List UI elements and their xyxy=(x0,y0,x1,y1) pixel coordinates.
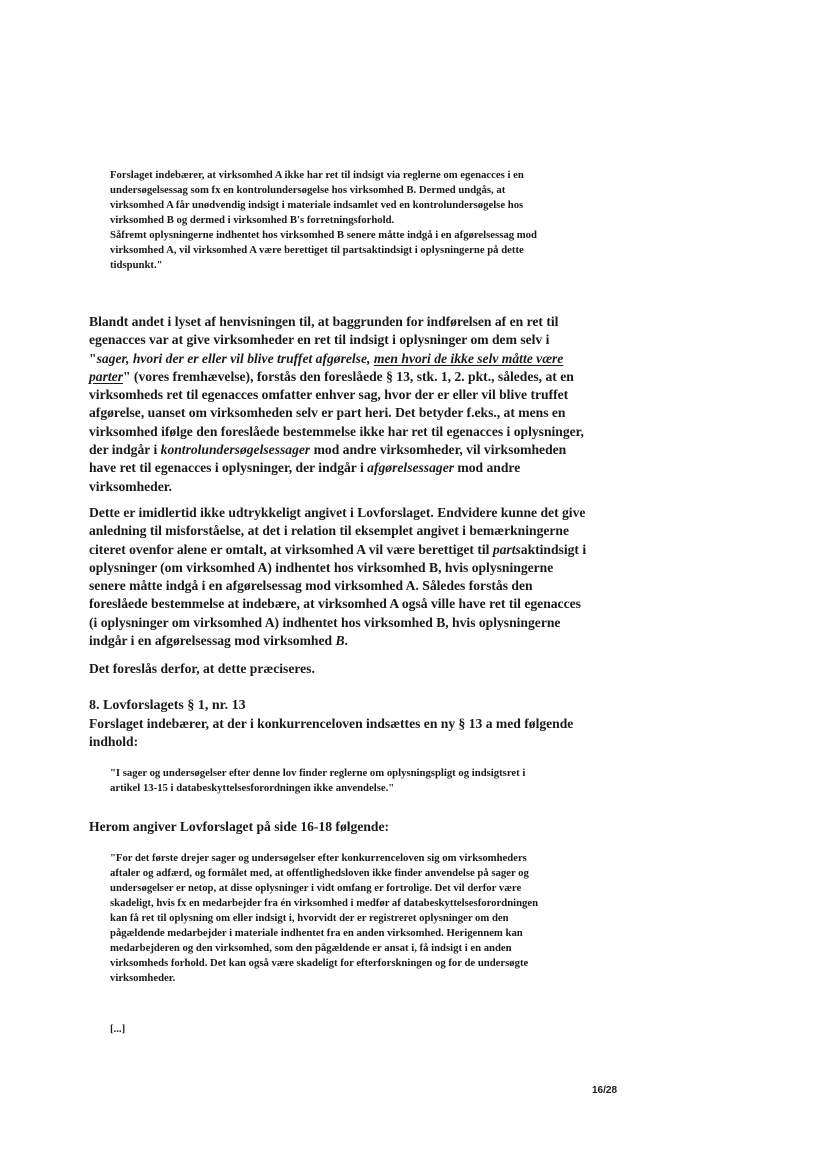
p2-text-3: . xyxy=(344,633,348,649)
p1-text-1: Blandt andet i lyset af henvisningen til, at baggrunden for indførelsen af en ret til egenacces var at give virksomheder en ret til indsigt i oplysninger om dem selv i " xyxy=(89,314,559,366)
quote-block-2 xyxy=(110,766,550,796)
p2-text-2: aktindsigt i oplysninger (om virksomhed A) indhentet hos virksomhed B, hvis oplysningerne senere måtte indgå i en afgørelsessag mod virksomhed A. Således forstås den foreslåede bestemmelse at indebære, at virksomhed A også ville have ret til egenacces (i oplysninger om virksomhed A) indhentet hos virksomhed B, hvis oplysningerne indgår i en afgørelsessag mod virksomhed xyxy=(89,541,587,649)
paragraph-herom xyxy=(89,818,589,836)
p1-underlined-emphasis: men hvori de ikke selv måtte være parter xyxy=(89,350,564,384)
quote-1-paragraph-2: Såfremt oplysningerne indhentet hos virksomhed B senere måtte indgå i en afgørelsessag mod virksomhed A, vil virksomhed A være berettiget til partsaktindsigt i oplysningerne på dette tidspunkt." xyxy=(110,229,537,271)
page-number: 16/28 xyxy=(592,1085,618,1096)
p2-italic-2: B xyxy=(335,633,345,649)
quote-1-paragraph-1: Forslaget indebærer, at virksomhed A ikke har ret til indsigt via reglerne om egenacces i en undersøgelsessag som fx en kontrolundersøgelse hos virksomhed B. Dermed undgås, at virksomhed A får unødvendig indsigt i materiale indsamlet ved en kontrolundersøgelse hos virksomhed B og dermed i virksomhed B's forretningsforhold. xyxy=(110,169,524,226)
p1-text-2: " (vores fremhævelse), forstås den foreslåede § 13, stk. 1, 2. pkt., således, at en virksomheds ret til egenacces omfatter enhver sag, hvor der er eller vil blive truffet afgørelse, uanset om virksomheden selv er part heri. Det betyder f.eks., at mens en virksomhed ifølge den foreslåede bestemmelse ikke har ret til egenacces i oplysninger, der indgår i xyxy=(89,368,584,458)
section-8-heading: 8. Lovforslagets § 1, nr. 13 xyxy=(89,698,246,713)
paragraph-egenacces xyxy=(89,313,589,496)
p1-italic-2: kontrolundersøgelsessager xyxy=(160,442,311,458)
p1-italic-1: sager, hvori der er eller vil blive truffet afgørelse, xyxy=(96,350,374,366)
quote-3-text: "For det første drejer sager og undersøgelser efter konkurrenceloven sig om virksomheders aftaler og adfærd, og formålet med, at offentlighedsloven ikke finder anvendelse på sager og undersøgelser er netop, at disse oplysninger i vidt omfang er fortrolige. Det vil derfor være skadeligt, hvis fx en medarbejder fra én virksomhed i medfør af databeskyttelsesforordningen kan få ret til oplysning om eller indsigt i, hvorvidt der er registreret oplysninger om den pågældende medarbejder i materiale indhentet fra en anden virksomhed. Herigennem kan medarbejderen og den virksomhed, som den pågældende er ansat i, få indsigt i en anden virksomheds forhold. Det kan også være skadeligt for efterforskningen og for de undersøgte virksomheder. xyxy=(110,852,539,984)
p2-italic-1: parts xyxy=(492,541,521,557)
ellipsis-block xyxy=(110,1022,550,1037)
p2-text-1: Dette er imidlertid ikke udtrykkeligt angivet i Lovforslaget. Endvidere kunne det give anledning til misforståelse, at det i relation til eksemplet angivet i bemærkningerne citeret ovenfor alene er omtalt, at virksomhed A vil være berettiget til xyxy=(89,505,586,557)
section-8-intro-text: Forslaget indebærer, at der i konkurrenceloven indsættes en ny § 13 a med følgende indhold: xyxy=(89,716,574,750)
p1-italic-3: afgørelsessager xyxy=(367,460,455,476)
p1-text-4: mod andre virksomheder. xyxy=(89,460,521,494)
p4-text: Herom angiver Lovforslaget på side 16-18 følgende: xyxy=(89,819,390,834)
quote-block-3 xyxy=(110,851,550,986)
paragraph-not-explicit xyxy=(89,504,589,650)
paragraph-proposal xyxy=(89,660,589,678)
section-8-intro xyxy=(89,715,589,752)
p1-text-3: mod andre virksomheder, vil virksomheden have ret til egenacces i oplysninger, der indgår i xyxy=(89,442,567,476)
quote-block-1 xyxy=(110,168,550,273)
quote-2-text: "I sager og undersøgelser efter denne lov finder reglerne om oplysningspligt og indsigtsret i artikel 13-15 i databeskyttelsesforordningen ikke anvendelse." xyxy=(110,767,526,794)
p3-text: Det foreslås derfor, at dette præciseres. xyxy=(89,661,315,676)
ellipsis-text: [...] xyxy=(110,1023,126,1035)
